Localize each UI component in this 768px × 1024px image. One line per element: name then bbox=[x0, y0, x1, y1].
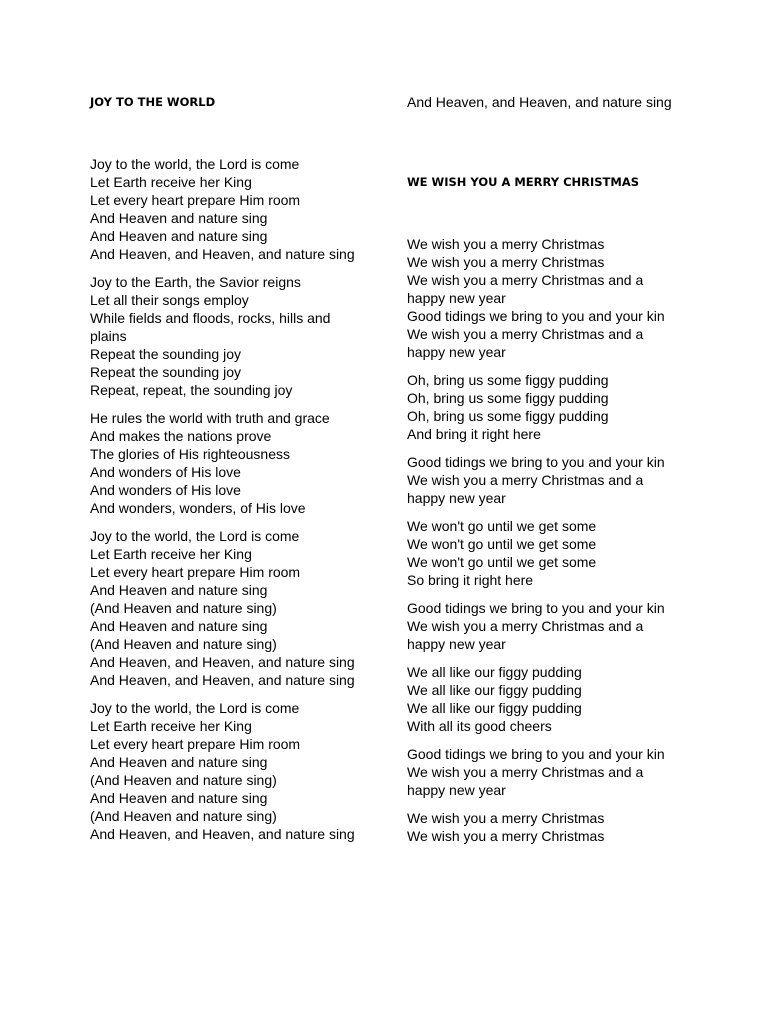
stanza bbox=[90, 155, 362, 263]
lyric-line: Let Earth receive her King bbox=[90, 546, 252, 562]
lyric-line: Good tidings we bring to you and your kin bbox=[407, 600, 665, 616]
lyric-line: We wish you a merry Christmas and a happy new year bbox=[407, 618, 644, 652]
lyric-line: The glories of His righteousness bbox=[90, 446, 290, 462]
lyric-line: Joy to the Earth, the Savior reigns bbox=[90, 274, 301, 290]
lyric-line: And Heaven, and Heaven, and nature sing bbox=[407, 94, 672, 110]
lyric-line: Oh, bring us some figgy pudding bbox=[407, 390, 609, 406]
stanza bbox=[407, 663, 679, 735]
lyric-line: We won't go until we get some bbox=[407, 554, 597, 570]
lyric-line: With all its good cheers bbox=[407, 718, 552, 734]
lyric-line: And Heaven and nature sing bbox=[90, 228, 268, 244]
stanza bbox=[407, 371, 679, 443]
lyric-line: (And Heaven and nature sing) bbox=[90, 772, 277, 788]
lyric-line: We all like our figgy pudding bbox=[407, 700, 582, 716]
lyric-line: Good tidings we bring to you and your kin bbox=[407, 454, 665, 470]
lyric-line: And wonders, wonders, of His love bbox=[90, 500, 306, 516]
lyric-line: Oh, bring us some figgy pudding bbox=[407, 408, 609, 424]
song-title-joy-to-the-world: JOY TO THE WORLD bbox=[90, 95, 216, 109]
lyric-line: We wish you a merry Christmas and a happy new year bbox=[407, 472, 644, 506]
lyric-line: Let every heart prepare Him room bbox=[90, 564, 301, 580]
lyric-line: And Heaven, and Heaven, and nature sing bbox=[90, 672, 355, 688]
lyric-line: Oh, bring us some figgy pudding bbox=[407, 372, 609, 388]
lyric-line: Let every heart prepare Him room bbox=[90, 192, 301, 208]
lyric-line: He rules the world with truth and grace bbox=[90, 410, 330, 426]
right-column bbox=[407, 93, 679, 845]
lyric-line: Joy to the world, the Lord is come bbox=[90, 156, 300, 172]
lyric-line: We won't go until we get some bbox=[407, 536, 597, 552]
stanza bbox=[90, 409, 362, 517]
lyric-line: Joy to the world, the Lord is come bbox=[90, 700, 300, 716]
lyric-line: We all like our figgy pudding bbox=[407, 682, 582, 698]
lyric-line: (And Heaven and nature sing) bbox=[90, 636, 277, 652]
lyric-line: We wish you a merry Christmas bbox=[407, 810, 605, 826]
stanza bbox=[90, 527, 362, 689]
lyric-line: And Heaven, and Heaven, and nature sing bbox=[90, 826, 355, 842]
stanza bbox=[407, 517, 679, 589]
lyric-line: And Heaven, and Heaven, and nature sing bbox=[90, 654, 355, 670]
stanza bbox=[407, 745, 679, 799]
stanza bbox=[90, 699, 362, 843]
lyric-line: Joy to the world, the Lord is come bbox=[90, 528, 300, 544]
lyric-line: We wish you a merry Christmas bbox=[407, 236, 605, 252]
lyric-line: We wish you a merry Christmas and a happy new year bbox=[407, 764, 644, 798]
stanza bbox=[407, 599, 679, 653]
lyric-line: Repeat the sounding joy bbox=[90, 346, 241, 362]
lyric-line: And Heaven and nature sing bbox=[90, 210, 268, 226]
lyric-line: We won't go until we get some bbox=[407, 518, 597, 534]
lyric-line: Let Earth receive her King bbox=[90, 718, 252, 734]
right-stanzas bbox=[407, 235, 679, 845]
lyric-line: And Heaven and nature sing bbox=[90, 754, 268, 770]
lyric-line: Let all their songs employ bbox=[90, 292, 249, 308]
lyric-line: We wish you a merry Christmas bbox=[407, 828, 605, 844]
lyric-line: Good tidings we bring to you and your kin bbox=[407, 308, 665, 324]
lyric-line: (And Heaven and nature sing) bbox=[90, 600, 277, 616]
lyric-line: So bring it right here bbox=[407, 572, 534, 588]
continuation-stanza bbox=[407, 93, 679, 111]
lyric-line: Let every heart prepare Him room bbox=[90, 736, 301, 752]
stanza bbox=[407, 235, 679, 361]
left-stanzas bbox=[90, 155, 362, 843]
lyric-line: We all like our figgy pudding bbox=[407, 664, 582, 680]
lyric-line: And wonders of His love bbox=[90, 464, 241, 480]
lyric-line: We wish you a merry Christmas and a happy new year bbox=[407, 326, 644, 360]
lyric-line: Good tidings we bring to you and your kin bbox=[407, 746, 665, 762]
lyric-line: Repeat, repeat, the sounding joy bbox=[90, 382, 293, 398]
stanza bbox=[407, 453, 679, 507]
left-column bbox=[90, 93, 362, 843]
lyric-line: Let Earth receive her King bbox=[90, 174, 252, 190]
lyric-line: We wish you a merry Christmas bbox=[407, 254, 605, 270]
song-title-we-wish-you-a-merry-christmas: WE WISH YOU A MERRY CHRISTMAS bbox=[407, 175, 640, 189]
lyric-line: And makes the nations prove bbox=[90, 428, 272, 444]
lyric-line: And bring it right here bbox=[407, 426, 541, 442]
lyric-line: Repeat the sounding joy bbox=[90, 364, 241, 380]
lyric-line: And wonders of His love bbox=[90, 482, 241, 498]
lyric-line: (And Heaven and nature sing) bbox=[90, 808, 277, 824]
lyric-line: We wish you a merry Christmas and a happy new year bbox=[407, 272, 644, 306]
stanza bbox=[407, 809, 679, 845]
lyric-line: And Heaven, and Heaven, and nature sing bbox=[90, 246, 355, 262]
lyric-line: And Heaven and nature sing bbox=[90, 790, 268, 806]
lyric-line: And Heaven and nature sing bbox=[90, 618, 268, 634]
stanza bbox=[90, 273, 362, 399]
lyric-line: And Heaven and nature sing bbox=[90, 582, 268, 598]
lyric-line: While fields and floods, rocks, hills and plains bbox=[90, 310, 331, 344]
